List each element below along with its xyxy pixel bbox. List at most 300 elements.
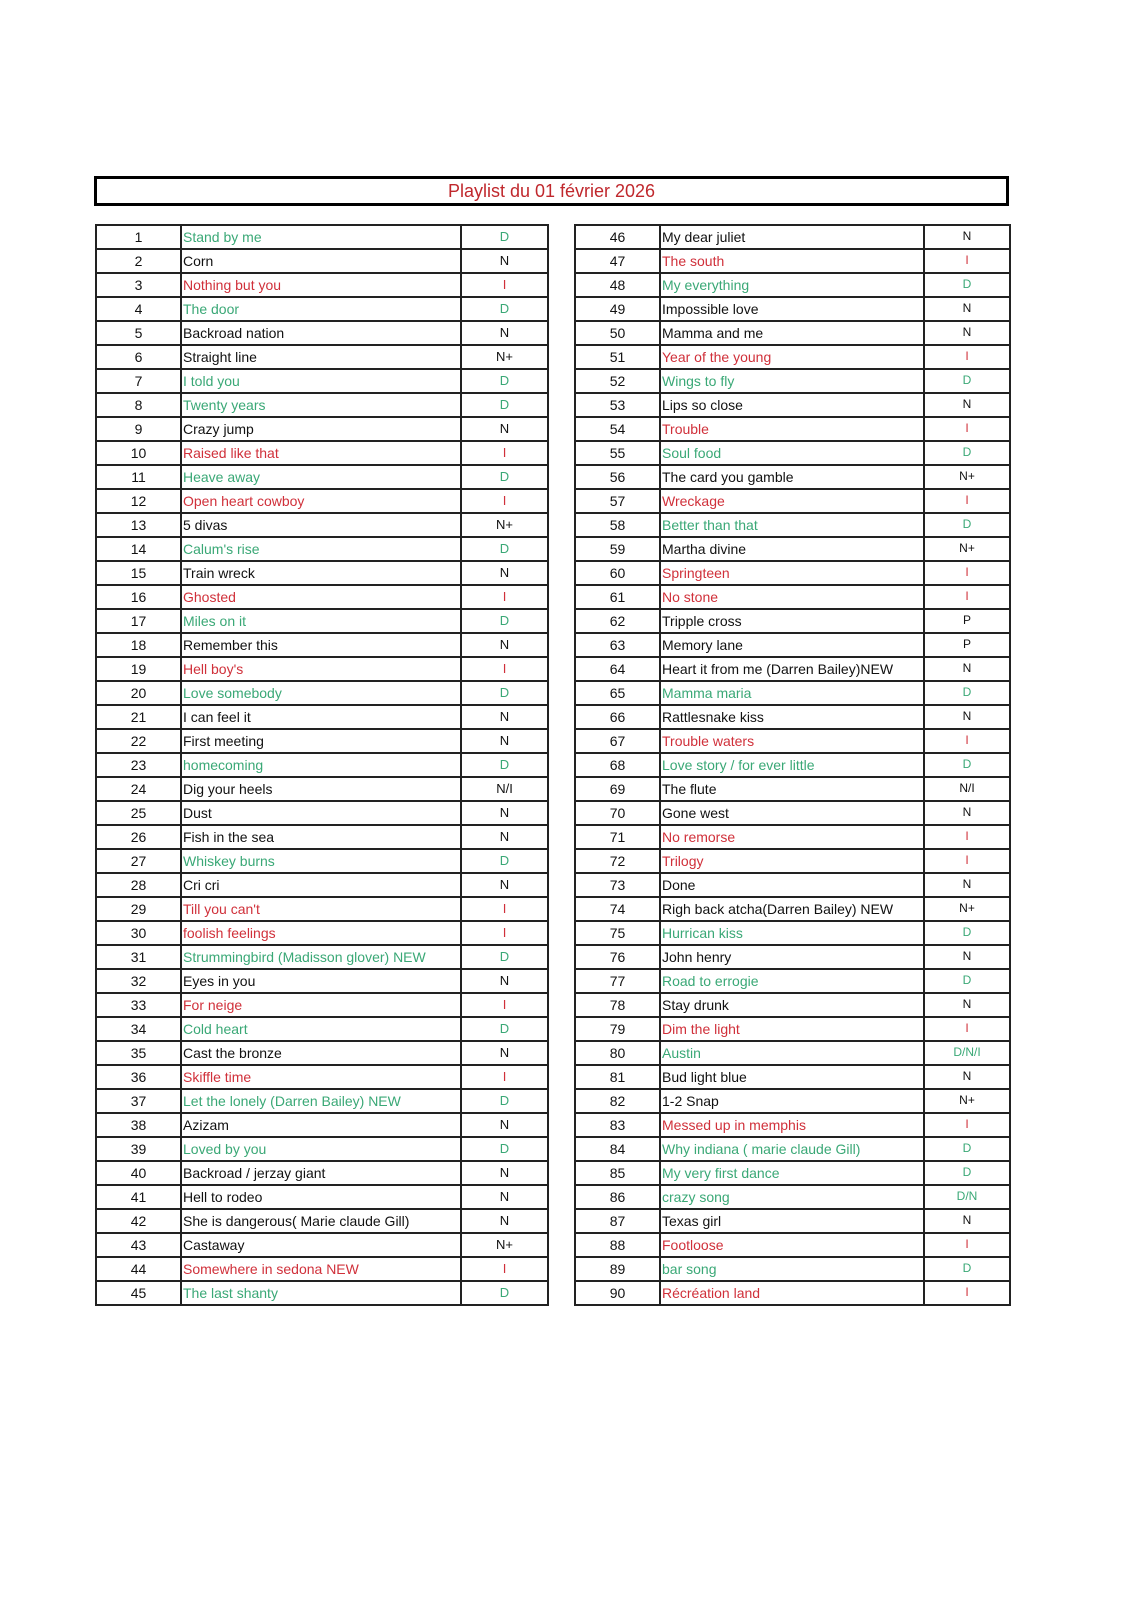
song-title: My everything [660,273,924,297]
song-level-code: I [924,249,1010,273]
song-title: Somewhere in sedona NEW [181,1257,461,1281]
song-level-code: I [461,993,548,1017]
song-number: 70 [575,801,660,825]
song-level-code: I [924,417,1010,441]
song-title: Dig your heels [181,777,461,801]
song-number: 43 [96,1233,181,1257]
playlist-row [96,1233,548,1257]
song-level-code: N [461,705,548,729]
playlist-row [575,777,1010,801]
song-title: The flute [660,777,924,801]
playlist-row [575,1185,1010,1209]
playlist-row [96,729,548,753]
playlist-row [96,945,548,969]
playlist-row [575,489,1010,513]
song-number: 12 [96,489,181,513]
song-level-code: N [924,705,1010,729]
song-level-code: D/N [924,1185,1010,1209]
playlist-row [96,609,548,633]
playlist-row [575,1257,1010,1281]
song-title: Straight line [181,345,461,369]
song-number: 53 [575,393,660,417]
song-number: 25 [96,801,181,825]
song-level-code: I [924,1113,1010,1137]
song-level-code: N [461,249,548,273]
playlist-row [575,1065,1010,1089]
song-level-code: N+ [461,513,548,537]
song-number: 6 [96,345,181,369]
playlist-row [96,993,548,1017]
song-level-code: N [924,297,1010,321]
song-level-code: I [461,1065,548,1089]
song-number: 60 [575,561,660,585]
song-level-code: D [924,1257,1010,1281]
playlist-row [96,1017,548,1041]
song-title: Better than that [660,513,924,537]
song-title: Soul food [660,441,924,465]
song-title: Road to errogie [660,969,924,993]
song-level-code: N [461,1209,548,1233]
playlist-table-right [574,224,1011,1306]
playlist-row [575,537,1010,561]
song-number: 62 [575,609,660,633]
song-title: Castaway [181,1233,461,1257]
playlist-row [575,1161,1010,1185]
song-title: Cast the bronze [181,1041,461,1065]
song-number: 5 [96,321,181,345]
song-level-code: I [924,825,1010,849]
song-title: Memory lane [660,633,924,657]
song-title: Messed up in memphis [660,1113,924,1137]
playlist-row [575,441,1010,465]
song-title: Done [660,873,924,897]
song-level-code: N [461,969,548,993]
song-number: 54 [575,417,660,441]
song-number: 40 [96,1161,181,1185]
playlist-row [96,825,548,849]
song-number: 66 [575,705,660,729]
song-title: Backroad nation [181,321,461,345]
song-title: homecoming [181,753,461,777]
song-level-code: D [924,441,1010,465]
song-title: No stone [660,585,924,609]
song-level-code: I [924,345,1010,369]
song-level-code: D [924,273,1010,297]
playlist-row [96,1185,548,1209]
playlist-row [575,1017,1010,1041]
song-number: 10 [96,441,181,465]
song-title: The card you gamble [660,465,924,489]
playlist-row [575,1041,1010,1065]
song-title: Skiffle time [181,1065,461,1089]
song-title: Hurrican kiss [660,921,924,945]
song-number: 41 [96,1185,181,1209]
song-number: 75 [575,921,660,945]
song-level-code: N [461,729,548,753]
song-number: 30 [96,921,181,945]
song-level-code: D [461,393,548,417]
playlist-row [575,681,1010,705]
song-title: Miles on it [181,609,461,633]
song-number: 90 [575,1281,660,1305]
song-level-code: D [461,681,548,705]
song-title: Mamma maria [660,681,924,705]
playlist-row [575,969,1010,993]
playlist-row [96,1161,548,1185]
playlist-row [96,1257,548,1281]
song-level-code: N/I [461,777,548,801]
song-number: 55 [575,441,660,465]
song-level-code: I [461,273,548,297]
song-level-code: D [461,1089,548,1113]
song-number: 19 [96,657,181,681]
song-title: She is dangerous( Marie claude Gill) [181,1209,461,1233]
song-title: Stand by me [181,225,461,249]
song-level-code: N [461,1041,548,1065]
song-level-code: D [461,1281,548,1305]
song-level-code: N [924,801,1010,825]
song-title: My dear juliet [660,225,924,249]
song-level-code: I [924,1017,1010,1041]
song-level-code: D [924,1161,1010,1185]
song-level-code: N [924,873,1010,897]
song-number: 4 [96,297,181,321]
playlist-row [96,777,548,801]
song-level-code: I [461,657,548,681]
song-title: Springteen [660,561,924,585]
playlist-row [575,513,1010,537]
song-title: Ghosted [181,585,461,609]
song-title: The door [181,297,461,321]
song-title: Azizam [181,1113,461,1137]
playlist-row [96,561,548,585]
song-title: My very first dance [660,1161,924,1185]
song-title: Twenty years [181,393,461,417]
song-level-code: I [924,849,1010,873]
playlist-row [96,345,548,369]
song-level-code: I [924,489,1010,513]
playlist-row [575,705,1010,729]
song-level-code: D [461,1017,548,1041]
song-title: Mamma and me [660,321,924,345]
song-number: 74 [575,897,660,921]
song-level-code: N [461,417,548,441]
song-number: 84 [575,1137,660,1161]
song-title: I can feel it [181,705,461,729]
playlist-row [575,1089,1010,1113]
playlist-row [96,273,548,297]
playlist-table-left [95,224,549,1306]
song-number: 29 [96,897,181,921]
song-level-code: N [461,1161,548,1185]
song-number: 38 [96,1113,181,1137]
song-level-code: N+ [924,465,1010,489]
song-level-code: N [924,945,1010,969]
song-level-code: N+ [461,1233,548,1257]
playlist-row [575,273,1010,297]
song-title: Nothing but you [181,273,461,297]
playlist-row [96,393,548,417]
song-number: 65 [575,681,660,705]
playlist-row [96,1209,548,1233]
song-title: Wreckage [660,489,924,513]
song-level-code: N [461,825,548,849]
song-title: Dust [181,801,461,825]
song-number: 82 [575,1089,660,1113]
song-title: Bud light blue [660,1065,924,1089]
playlist-row [96,417,548,441]
song-title: I told you [181,369,461,393]
song-number: 64 [575,657,660,681]
playlist-row [96,1281,548,1305]
playlist-row [96,969,548,993]
song-title: Let the lonely (Darren Bailey) NEW [181,1089,461,1113]
song-title: crazy song [660,1185,924,1209]
playlist-row [96,657,548,681]
playlist-row [575,801,1010,825]
song-level-code: N [461,633,548,657]
song-number: 80 [575,1041,660,1065]
song-title: Corn [181,249,461,273]
song-title: For neige [181,993,461,1017]
song-level-code: N/I [924,777,1010,801]
playlist-row [575,945,1010,969]
song-number: 69 [575,777,660,801]
song-number: 78 [575,993,660,1017]
playlist-row [96,225,548,249]
playlist-row [575,393,1010,417]
playlist-row [96,513,548,537]
song-number: 20 [96,681,181,705]
song-title: Eyes in you [181,969,461,993]
song-number: 7 [96,369,181,393]
playlist-row [96,1041,548,1065]
song-level-code: I [461,921,548,945]
song-title: Loved by you [181,1137,461,1161]
song-number: 13 [96,513,181,537]
song-title: bar song [660,1257,924,1281]
song-level-code: D [461,609,548,633]
song-level-code: N [924,1209,1010,1233]
song-level-code: D [924,369,1010,393]
song-title: 5 divas [181,513,461,537]
song-number: 28 [96,873,181,897]
song-number: 18 [96,633,181,657]
playlist-row [575,1137,1010,1161]
song-number: 21 [96,705,181,729]
song-level-code: N+ [461,345,548,369]
song-number: 63 [575,633,660,657]
song-number: 86 [575,1185,660,1209]
song-number: 8 [96,393,181,417]
song-title: Love somebody [181,681,461,705]
playlist-row [96,441,548,465]
song-number: 16 [96,585,181,609]
playlist-row [575,225,1010,249]
song-level-code: I [924,729,1010,753]
song-number: 34 [96,1017,181,1041]
song-level-code: N [924,225,1010,249]
song-number: 35 [96,1041,181,1065]
song-number: 49 [575,297,660,321]
playlist-row [96,873,548,897]
playlist-row [575,849,1010,873]
song-title: John henry [660,945,924,969]
song-level-code: N [924,1065,1010,1089]
playlist-row [96,465,548,489]
playlist-row [575,993,1010,1017]
song-title: Trouble [660,417,924,441]
song-level-code: D [461,1137,548,1161]
playlist-row [575,417,1010,441]
song-title: The last shanty [181,1281,461,1305]
playlist-row [575,873,1010,897]
song-level-code: D [461,849,548,873]
song-level-code: I [924,585,1010,609]
playlist-row [96,369,548,393]
song-number: 85 [575,1161,660,1185]
playlist-row [575,657,1010,681]
song-number: 45 [96,1281,181,1305]
song-title: First meeting [181,729,461,753]
song-level-code: N [461,801,548,825]
song-number: 52 [575,369,660,393]
song-number: 9 [96,417,181,441]
song-number: 67 [575,729,660,753]
song-title: Impossible love [660,297,924,321]
song-title: Wings to fly [660,369,924,393]
song-level-code: D [461,297,548,321]
song-level-code: N [461,873,548,897]
song-level-code: N+ [924,897,1010,921]
song-title: Remember this [181,633,461,657]
song-number: 37 [96,1089,181,1113]
playlist-row [96,321,548,345]
song-number: 58 [575,513,660,537]
song-number: 77 [575,969,660,993]
song-number: 27 [96,849,181,873]
song-title: Gone west [660,801,924,825]
song-level-code: I [924,1233,1010,1257]
playlist-row [575,825,1010,849]
playlist-row [575,633,1010,657]
song-number: 88 [575,1233,660,1257]
song-title: Cold heart [181,1017,461,1041]
song-level-code: N+ [924,537,1010,561]
song-title: Hell to rodeo [181,1185,461,1209]
song-title: Tripple cross [660,609,924,633]
playlist-row [96,585,548,609]
playlist-row [96,681,548,705]
song-number: 57 [575,489,660,513]
song-level-code: N [924,657,1010,681]
playlist-row [96,1089,548,1113]
song-level-code: I [924,561,1010,585]
song-level-code: D [461,369,548,393]
song-number: 87 [575,1209,660,1233]
song-title: Crazy jump [181,417,461,441]
song-title: Fish in the sea [181,825,461,849]
song-title: Train wreck [181,561,461,585]
song-number: 73 [575,873,660,897]
playlist-row [575,1209,1010,1233]
song-title: Heave away [181,465,461,489]
song-level-code: D [461,465,548,489]
song-number: 72 [575,849,660,873]
song-title: Récréation land [660,1281,924,1305]
song-number: 83 [575,1113,660,1137]
song-title: Stay drunk [660,993,924,1017]
song-number: 76 [575,945,660,969]
song-level-code: P [924,609,1010,633]
playlist-row [575,729,1010,753]
song-number: 51 [575,345,660,369]
song-title: The south [660,249,924,273]
playlist-row [575,753,1010,777]
song-level-code: N [924,993,1010,1017]
song-number: 23 [96,753,181,777]
song-number: 81 [575,1065,660,1089]
playlist-row [575,465,1010,489]
playlist-row [96,1113,548,1137]
playlist-row [575,897,1010,921]
song-title: Backroad / jerzay giant [181,1161,461,1185]
song-number: 50 [575,321,660,345]
song-number: 89 [575,1257,660,1281]
playlist-row [575,921,1010,945]
song-title: Righ back atcha(Darren Bailey) NEW [660,897,924,921]
song-level-code: D [924,513,1010,537]
song-level-code: D/N/I [924,1041,1010,1065]
song-level-code: P [924,633,1010,657]
song-title: Cri cri [181,873,461,897]
song-number: 15 [96,561,181,585]
song-level-code: N [924,393,1010,417]
song-number: 26 [96,825,181,849]
song-title: Heart it from me (Darren Bailey)NEW [660,657,924,681]
playlist-row [96,705,548,729]
song-title: Dim the light [660,1017,924,1041]
playlist-row [575,1113,1010,1137]
song-level-code: N [461,1185,548,1209]
song-title: Hell boy's [181,657,461,681]
song-title: Year of the young [660,345,924,369]
song-level-code: D [461,945,548,969]
song-number: 79 [575,1017,660,1041]
song-title: Love story / for ever little [660,753,924,777]
playlist-row [575,249,1010,273]
playlist-row [96,801,548,825]
playlist-row [575,561,1010,585]
song-title: Strummingbird (Madisson glover) NEW [181,945,461,969]
playlist-row [96,921,548,945]
song-number: 59 [575,537,660,561]
song-level-code: D [461,537,548,561]
song-number: 42 [96,1209,181,1233]
playlist-row [575,1281,1010,1305]
song-title: Texas girl [660,1209,924,1233]
song-number: 11 [96,465,181,489]
song-level-code: D [924,681,1010,705]
song-number: 36 [96,1065,181,1089]
song-number: 47 [575,249,660,273]
playlist-row [96,849,548,873]
song-number: 48 [575,273,660,297]
playlist-row [96,537,548,561]
song-number: 2 [96,249,181,273]
song-level-code: N+ [924,1089,1010,1113]
song-number: 68 [575,753,660,777]
